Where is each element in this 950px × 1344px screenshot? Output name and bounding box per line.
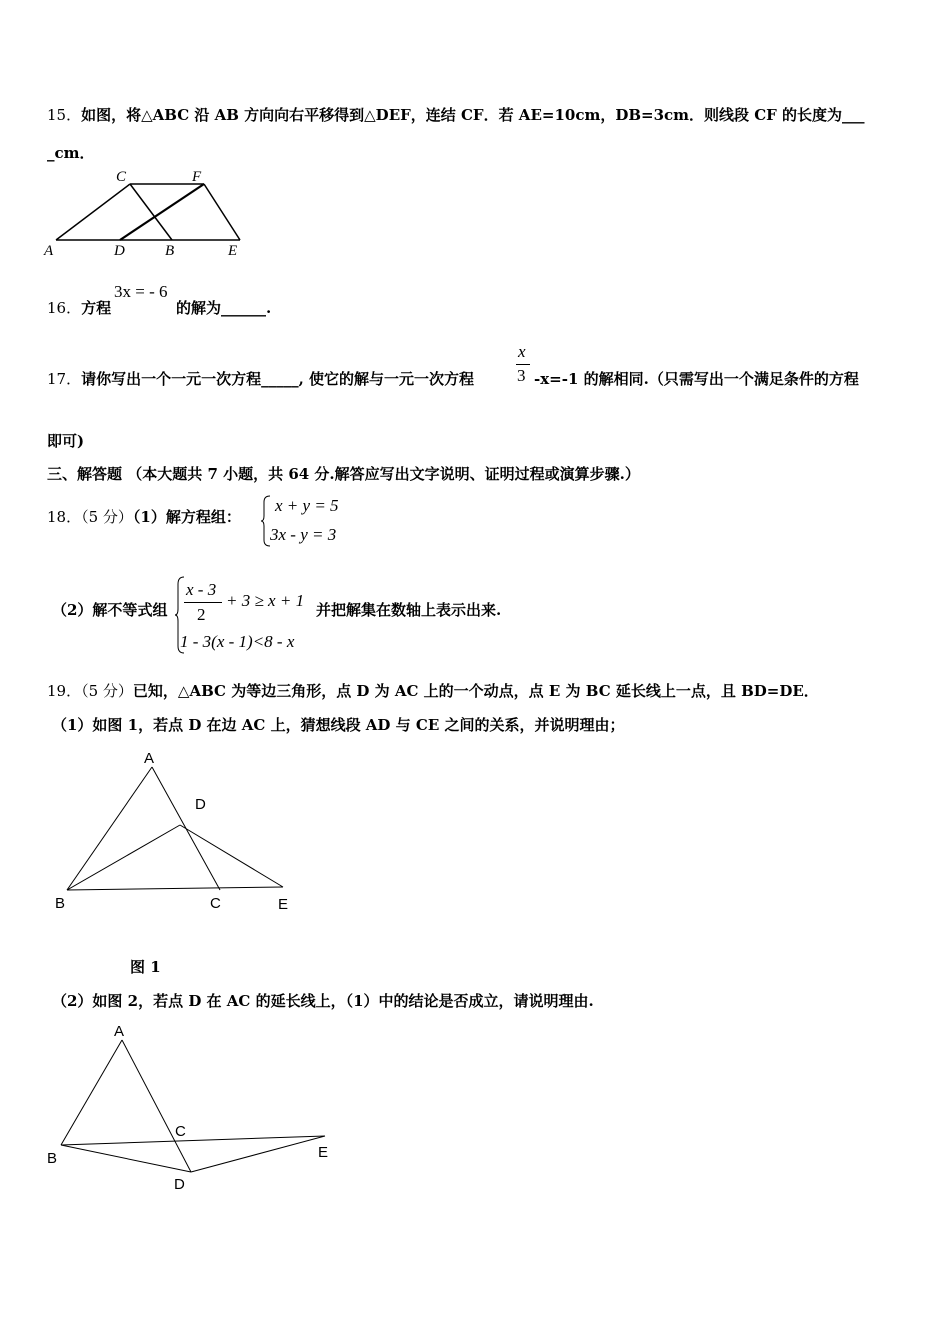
q15-seg-AC (56, 184, 130, 240)
q19-stem: 已知，△ABC 为等边三角形，点 D 为 AC 上的一个动点，点 E 为 BC 延长线上一点，且 BD=DE． (132, 682, 819, 700)
q18-ineq1-rest: + 3 ≥ x + 1 (226, 591, 305, 610)
q15-label-A: A (44, 243, 54, 259)
q17-frac-bar (516, 364, 530, 365)
q18-p2-post: 并把解集在数轴上表示出来. (316, 601, 502, 619)
fig2-label-B: B (47, 1150, 58, 1167)
q15-stem: 如图，将△ABC 沿 AB 方向向右平移得到△DEF，连结 CF．若 AE=10cm，DB=3cm．则线段 CF 的长度为___ (81, 106, 865, 124)
q15-text-line1 (47, 104, 865, 125)
q18-ineq1-bar (184, 602, 222, 603)
q17-text-pre (47, 368, 474, 389)
fig2-seg-AB (61, 1040, 122, 1145)
q18-eq2: 3x - y = 3 (270, 525, 337, 544)
q18-text-p1 (47, 506, 241, 527)
q19-figure1 (50, 745, 310, 920)
q16-post: 的解为______. (176, 299, 272, 317)
fig1-label-C: C (210, 895, 221, 912)
section3-title: 三、解答题 （本大题共 7 小题，共 64 分.解答应写出文字说明、证明过程或演算步骤.） (47, 465, 640, 483)
q19-score: （5 分） (81, 682, 133, 700)
q16-pre: 方程 (81, 299, 112, 317)
q18-score: （5 分） (81, 508, 133, 526)
q15-seg-CB (130, 184, 172, 240)
fig1-label-B: B (55, 895, 66, 912)
q17-pre: 请你写出一个一元一次方程_____, 使它的解与一元一次方程 (81, 370, 475, 388)
q18-ineq1-numerator: x - 3 (186, 580, 217, 599)
q17-line2: 即可) (47, 432, 85, 450)
q19-p2: （2）如图 2，若点 D 在 AC 的延长线上，（1）中的结论是否成立，请说明理由. (52, 992, 594, 1010)
q15-number: 15． (47, 106, 82, 124)
fig2-label-D: D (174, 1176, 185, 1193)
q19-number: 19． (47, 682, 82, 700)
q18-number: 18． (47, 508, 82, 526)
fig2-label-C: C (175, 1123, 186, 1140)
q17-number: 17． (47, 370, 82, 388)
fig2-seg-DE (191, 1136, 325, 1172)
q16-text (47, 297, 111, 318)
q15-label-B: B (165, 243, 175, 259)
q17-frac-numerator: x (518, 342, 526, 361)
q15-figure (44, 168, 254, 260)
q15-seg-FE (204, 184, 240, 240)
q18-ineq1-denominator: 2 (197, 605, 206, 624)
fig1-seg-DE (180, 825, 283, 887)
q17-frac-denominator: 3 (517, 366, 526, 385)
fig2-seg-BE (61, 1136, 325, 1145)
q17-post: -x=-1 的解相同.（只需写出一个满足条件的方程 (534, 370, 859, 388)
fig2-label-A: A (114, 1023, 125, 1040)
fig2-label-E: E (318, 1144, 329, 1161)
q18-eq1: x + y = 5 (275, 496, 339, 515)
fig1-seg-AB (67, 767, 152, 890)
q18-ineq2: 1 - 3(x - 1)<8 - x (180, 632, 295, 651)
q15-seg-DF (120, 184, 204, 240)
q18-p2: （2）解不等式组 (52, 601, 168, 619)
fig1-caption: 图 1 (130, 958, 161, 976)
fig1-label-A: A (144, 750, 155, 767)
fig1-seg-BE (67, 887, 283, 890)
q15-text-line2: _cm． (47, 144, 95, 162)
q15-label-C: C (116, 169, 127, 185)
q15-label-E: E (228, 243, 238, 259)
q15-label-F: F (192, 169, 202, 185)
fig1-seg-BD (67, 825, 180, 890)
q15-label-D: D (114, 243, 125, 259)
q19-figure2 (40, 1018, 340, 1198)
q19-stem-line (47, 680, 819, 701)
fig2-seg-BD (61, 1145, 191, 1172)
q16-number: 16． (47, 299, 82, 317)
fig1-label-E: E (278, 896, 289, 913)
fig1-label-D: D (195, 796, 206, 813)
fig2-seg-AD (122, 1040, 191, 1172)
q18-p1: （1）解方程组： (132, 508, 241, 526)
q19-p1: （1）如图 1，若点 D 在边 AC 上，猜想线段 AD 与 CE 之间的关系，并说明理由； (52, 716, 625, 734)
q16-equation: 3x = - 6 (114, 282, 168, 301)
